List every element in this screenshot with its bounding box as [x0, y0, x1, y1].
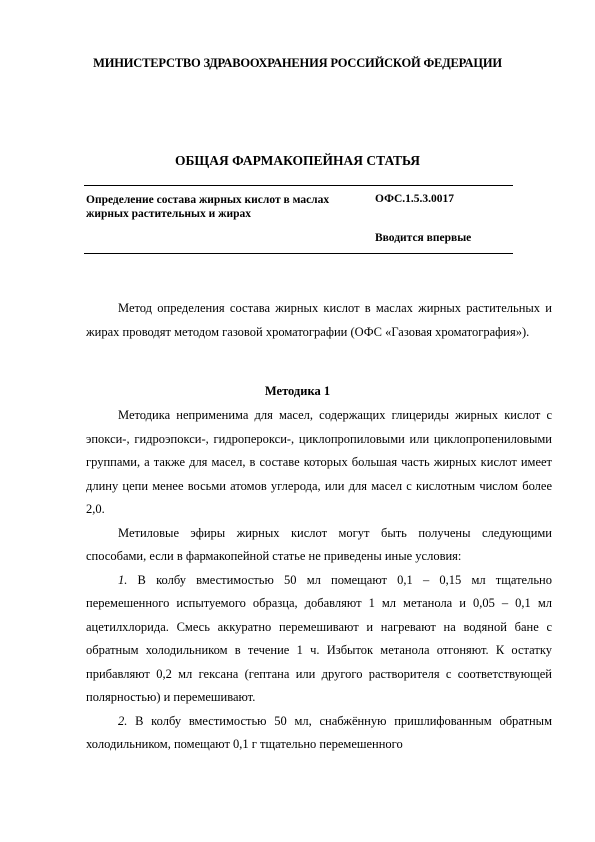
method-item — [86, 569, 552, 710]
article-code: ОФС.1.5.3.0017 — [375, 193, 455, 205]
item-number: 1. — [118, 572, 128, 587]
method-body — [86, 404, 552, 757]
intro-paragraph: Метод определения состава жирных кислот в маслах жирных растительных и жирах проводят методом газовой хроматографии (ОФС «Газовая хроматография»). — [86, 301, 552, 339]
method-heading: Методика 1 — [264, 384, 331, 398]
item-text: В колбу вместимостью 50 мл, снабжённую пришлифованным обратным холодильником, помещают 0,1 г тщательно перемешенного — [86, 713, 552, 751]
method-item — [86, 710, 552, 757]
item-number: 2. — [118, 713, 128, 728]
ministry-header: МИНИСТЕРСТВО ЗДРАВООХРАНЕНИЯ РОССИЙСКОЙ ФЕДЕРАЦИИ — [93, 56, 502, 70]
bottom-divider — [84, 253, 513, 254]
intro-section — [86, 297, 552, 344]
item-text: В колбу вместимостью 50 мл помещают 0,1 – 0,15 мл тщательно перемешенного испытуемого образца, добавляют 1 мл метанола и 0,05 – 0,1 мл ацетилхлорида. Смесь аккуратно перемешивают и нагревают на водяной бане с обратным холодильником в течение 1 ч. Избыток метанола отгоняют. К остатку прибавляют 0,2 мл гексана (гептана или другого растворителя с соответствующей полярностью) и перемешивают. — [86, 572, 552, 704]
article-status: Вводится впервые — [375, 232, 472, 244]
method-paragraph: Методика неприменима для масел, содержащих глицериды жирных кислот с эпокси-, гидроэпокси-, гидроперокси-, циклопропиловыми или циклопропениловыми группами, а также для масел, в составе которых большая часть жирных кислот имеет длину цепи менее восьми атомов углерода, или для масел с кислотным числом более 2,0. — [86, 408, 552, 516]
top-divider — [84, 185, 513, 186]
article-subject: Определение состава жирных кислот в маслах жирных растительных и жирах — [86, 194, 330, 220]
document-title: ОБЩАЯ ФАРМАКОПЕЙНАЯ СТАТЬЯ — [174, 153, 421, 168]
method-paragraph: Метиловые эфиры жирных кислот могут быть получены следующими способами, если в фармакопейной статье не приведены иные условия: — [86, 525, 552, 563]
